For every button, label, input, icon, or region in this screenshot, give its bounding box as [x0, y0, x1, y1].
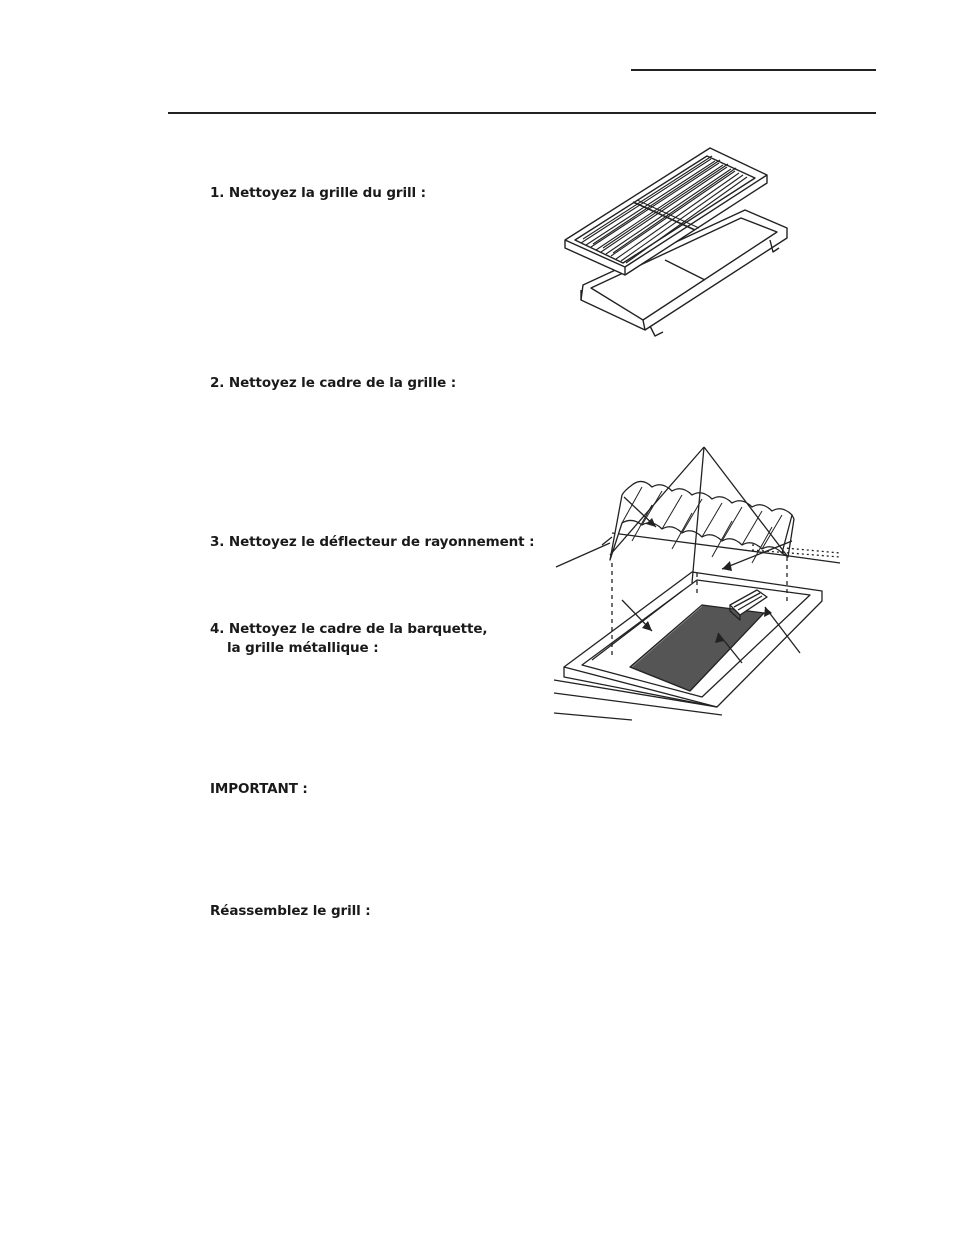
step-4-line-2: la grille métallique :: [227, 640, 379, 656]
step-1-heading: 1. Nettoyez la grille du grill :: [210, 185, 426, 201]
step-4-line-1: 4. Nettoyez le cadre de la barquette,: [210, 621, 488, 637]
step-4-heading: [210, 620, 487, 658]
header-rule-long: [168, 112, 876, 114]
important-note: IMPORTANT :: [210, 781, 308, 797]
step-2-heading: 2. Nettoyez le cadre de la grille :: [210, 375, 457, 391]
header-rule-short: [631, 69, 876, 71]
grill-grate-illustration: [555, 140, 795, 340]
step-3-heading: 3. Nettoyez le déflecteur de rayonnement :: [210, 534, 535, 550]
grill-assembly-illustration: [552, 445, 847, 725]
reassemble-heading: Réassemblez le grill :: [210, 903, 371, 919]
